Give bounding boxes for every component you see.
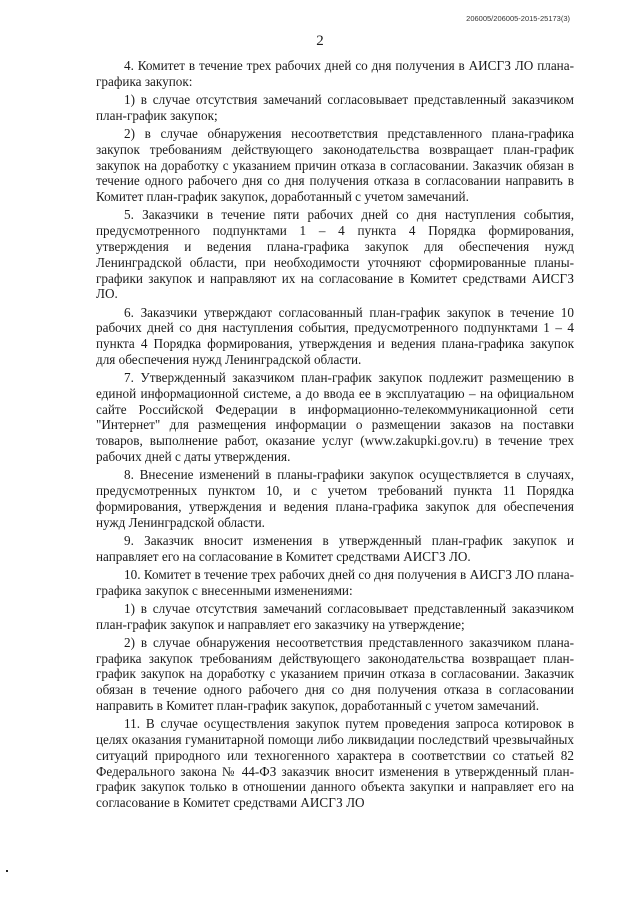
paragraph-8: 8. Внесение изменений в планы-графики закупок осуществляется в случаях, предусмотренных пунктом 10, и с учетом требований пункта 11 Порядка формирования, утверждения и ведения плана-графика закупок для обеспечения нужд Ленинградской области. [96, 467, 574, 530]
page-number: 2 [316, 33, 324, 49]
paragraph-10-2: 2) в случае обнаружения несоответствия представленного заказчиком плана-графика закупок требованиям действующего законодательства возвращает план-график закупок на доработку с указанием причин отказа в согласовании. Заказчик обязан в течение одного рабочего дня со дня получения отказа в согласовании направить в Комитет план-график закупок, доработанный с учетом замечаний. [96, 634, 574, 713]
paragraph-10-1: 1) в случае отсутствия замечаний согласовывает представленный заказчиком план-график закупок и направляет его заказчику на утверждение; [96, 600, 574, 632]
document-number: 206005/206005-2015-25173(3) [466, 14, 570, 23]
paragraph-4-2: 2) в случае обнаружения несоответствия представленного плана-графика закупок требованиям действующего законодательства возвращает план-график закупок на доработку с указанием причин отказа в согласовании. Заказчик обязан в течение одного рабочего дня со дня получения отказа в согласовании направить в Комитет план-график закупок, доработанный с учетом замечаний. [96, 125, 574, 205]
paragraph-5: 5. Заказчики в течение пяти рабочих дней со дня наступления события, предусмотренного подпунктами 1 – 4 пункта 4 Порядка формирования, утверждения и ведения плана-графика закупок для обеспечения нужд Ленинградской области, при необходимости уточняют сформированные планы-графики закупок и направляют их на согласование в Комитет средствами АИСГЗ ЛО. [96, 207, 574, 302]
paragraph-6: 6. Заказчики утверждают согласованный план-график закупок в течение 10 рабочих дней со дня наступления события, предусмотренного подпунктами 1 – 4 пункта 4 Порядка формирования, утверждения и ведения плана-графика закупок для обеспечения нужд Ленинградской области. [96, 304, 574, 367]
document-body [96, 58, 574, 813]
paragraph-9: 9. Заказчик вносит изменения в утвержденный план-график закупок и направляет его на согласование в Комитет средствами АИСГЗ ЛО. [96, 532, 574, 564]
paragraph-7: 7. Утвержденный заказчиком план-график закупок подлежит размещению в единой информационной системе, а до ввода ее в эксплуатацию – на официальном сайте Российской Федерации в информационно-телекоммуникационной сети "Интернет" для размещения информации о размещении заказов на поставки товаров, выполнение работ, оказание услуг (www.zakupki.gov.ru) в течение трех рабочих дней с даты утверждения. [96, 370, 574, 465]
paragraph-11: 11. В случае осуществления закупок путем проведения запроса котировок в целях оказания гуманитарной помощи либо ликвидации последствий чрезвычайных ситуаций природного или техногенного характера в соответствии со статьей 82 Федерального закона № 44-ФЗ заказчик вносит изменения в утвержденный план-график закупок только в отношении данного объекта закупки и направляет его на согласование в Комитет средствами АИСГЗ ЛО [96, 716, 574, 811]
paragraph-4: 4. Комитет в течение трех рабочих дней со дня получения в АИСГЗ ЛО плана-графика закупок: [96, 58, 574, 89]
paragraph-4-1: 1) в случае отсутствия замечаний согласовывает представленный заказчиком план-график закупок; [96, 91, 574, 123]
paragraph-10: 10. Комитет в течение трех рабочих дней со дня получения в АИСГЗ ЛО плана-графика закупок с внесенными изменениями: [96, 566, 574, 598]
scan-artifact [6, 870, 8, 872]
